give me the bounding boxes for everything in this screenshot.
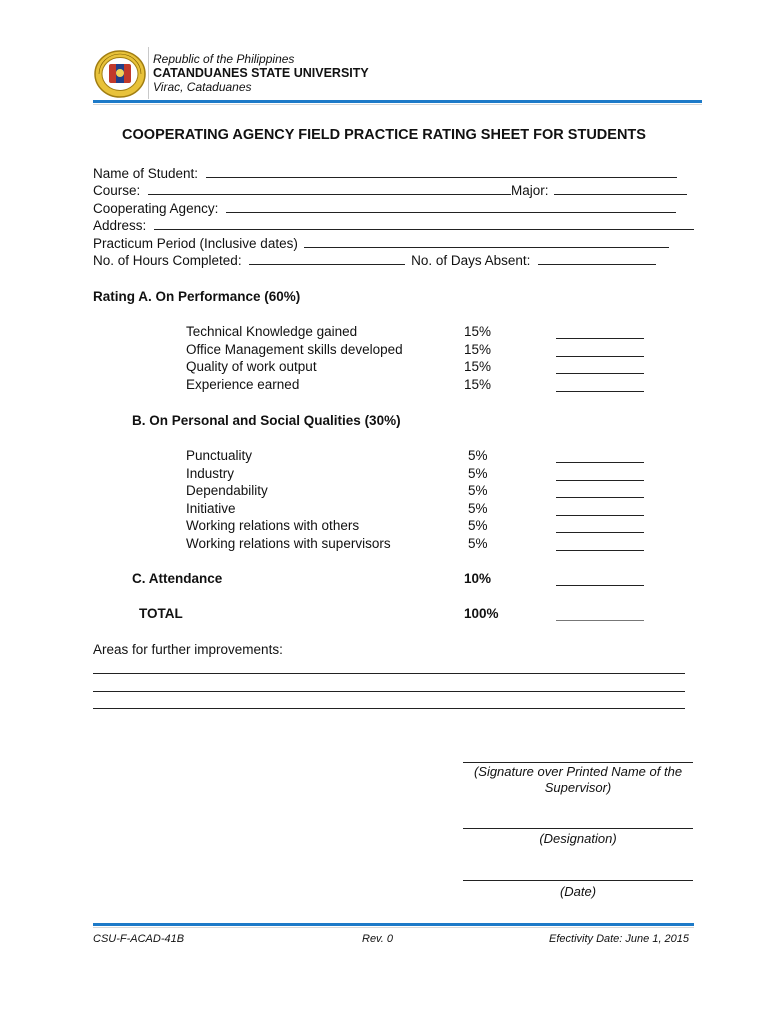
rating-c-blank[interactable] — [556, 585, 644, 586]
rating-item-pct: 5% — [468, 483, 488, 498]
rating-item-label: Working relations with supervisors — [186, 536, 391, 551]
rating-item-label: Office Management skills developed — [186, 342, 403, 357]
rating-item-pct: 15% — [464, 359, 492, 374]
field-agency — [93, 200, 676, 217]
field-course-line[interactable] — [148, 182, 511, 195]
rating-item-blank[interactable] — [556, 462, 644, 463]
rating-item-pct: 15% — [464, 377, 492, 392]
field-name-label: Name of Student: — [93, 166, 199, 181]
rating-item-blank[interactable] — [556, 356, 644, 357]
field-agency-label: Cooperating Agency: — [93, 201, 219, 216]
rating-item-pct: 5% — [468, 466, 488, 481]
field-address-label: Address: — [93, 218, 147, 233]
field-period-label: Practicum Period (Inclusive dates) — [93, 236, 298, 251]
supervisor-signature-line[interactable] — [463, 762, 693, 763]
rating-item-label: Quality of work output — [186, 359, 317, 374]
rating-item-label: Technical Knowledge gained — [186, 324, 358, 339]
field-course — [93, 182, 687, 199]
university-location: Virac, Cataduanes — [153, 80, 252, 94]
rating-item-label: Working relations with others — [186, 518, 360, 533]
date-caption: (Date) — [559, 884, 597, 899]
revision: Rev. 0 — [362, 933, 393, 945]
republic-line: Republic of the Philippines — [153, 52, 295, 66]
total-label: TOTAL — [139, 606, 183, 621]
field-address-line[interactable] — [154, 217, 694, 230]
field-course-label: Course: — [93, 183, 141, 198]
rating-item-blank[interactable] — [556, 532, 644, 533]
date-line[interactable] — [463, 880, 693, 881]
field-period-line[interactable] — [304, 235, 669, 248]
rating-item-pct: 5% — [468, 501, 488, 516]
rating-item-blank[interactable] — [556, 497, 644, 498]
rating-item-label: Dependability — [186, 483, 268, 498]
rating-item-pct: 15% — [464, 342, 492, 357]
field-major-label: Major: — [511, 183, 549, 198]
footer-rule — [93, 923, 694, 926]
rating-item-blank[interactable] — [556, 373, 644, 374]
rating-a-heading: Rating A. On Performance (60%) — [93, 289, 301, 304]
header-divider — [148, 47, 149, 99]
field-name — [93, 165, 677, 182]
rating-item-blank[interactable] — [556, 391, 644, 392]
footer-rule-shadow — [93, 927, 694, 928]
rating-item-pct: 15% — [464, 324, 492, 339]
field-agency-line[interactable] — [226, 200, 676, 213]
rating-item-blank[interactable] — [556, 338, 644, 339]
university-header — [153, 52, 369, 94]
total-pct: 100% — [464, 606, 499, 621]
university-name: CATANDUANES STATE UNIVERSITY — [153, 66, 369, 80]
designation-line[interactable] — [463, 828, 693, 829]
document-title: COOPERATING AGENCY FIELD PRACTICE RATING SHEET FOR STUDENTS — [122, 127, 646, 143]
field-name-line[interactable] — [206, 165, 677, 178]
rating-item-pct: 5% — [468, 518, 488, 533]
field-hours-line[interactable] — [249, 252, 405, 265]
rating-c-pct: 10% — [464, 571, 492, 586]
rating-item-pct: 5% — [468, 448, 488, 463]
rating-c-heading: C. Attendance — [132, 571, 223, 586]
field-days-absent-line[interactable] — [538, 252, 656, 265]
field-hours — [93, 252, 656, 269]
improvements-line[interactable] — [93, 708, 685, 709]
field-hours-label: No. of Hours Completed: — [93, 253, 242, 268]
rating-item-label: Industry — [186, 466, 235, 481]
header-rule — [93, 100, 702, 103]
rating-item-pct: 5% — [468, 536, 488, 551]
improvements-label: Areas for further improvements: — [93, 642, 283, 657]
header-rule-shadow — [93, 104, 702, 105]
designation-caption: (Designation) — [539, 831, 617, 846]
rating-item-blank[interactable] — [556, 480, 644, 481]
field-period — [93, 235, 669, 252]
total-blank[interactable] — [556, 620, 644, 621]
field-address — [93, 217, 694, 234]
improvements-line[interactable] — [93, 673, 685, 674]
supervisor-signature-caption: (Signature over Printed Name of the Supervisor) — [473, 764, 683, 795]
rating-b-heading: B. On Personal and Social Qualities (30%) — [132, 413, 401, 428]
field-major-line[interactable] — [554, 182, 687, 195]
rating-item-blank[interactable] — [556, 515, 644, 516]
effectivity-date: Efectivity Date: June 1, 2015 — [549, 933, 690, 945]
form-code: CSU-F-ACAD-41B — [93, 933, 185, 945]
university-seal-logo — [93, 50, 147, 98]
rating-item-label: Punctuality — [186, 448, 253, 463]
field-days-absent-label: No. of Days Absent: — [411, 253, 531, 268]
rating-item-blank[interactable] — [556, 550, 644, 551]
rating-item-label: Initiative — [186, 501, 236, 516]
rating-item-label: Experience earned — [186, 377, 300, 392]
improvements-line[interactable] — [93, 691, 685, 692]
